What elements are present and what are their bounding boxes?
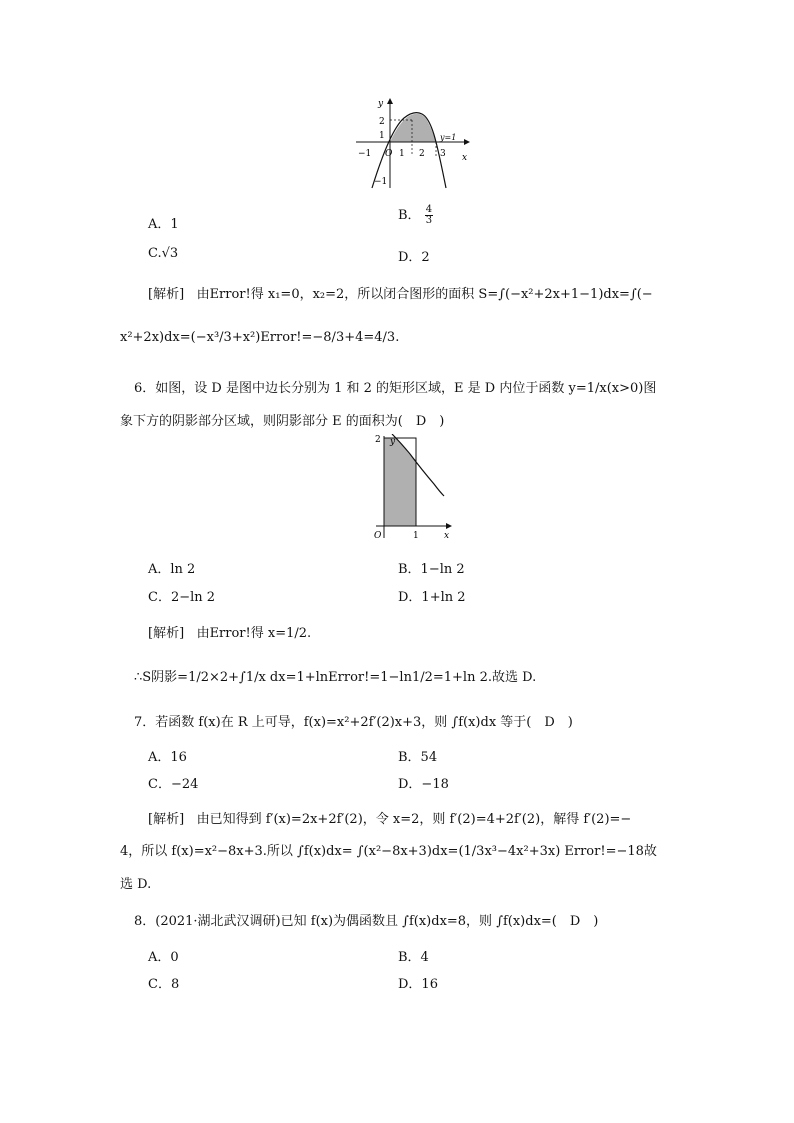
y-axis-label-2: y [390,437,396,447]
q6-option-a: A．ln 2 [148,562,196,577]
q5-solution-text1: 由Error!得 x₁=0，x₂=2，所以闭合图形的面积 S=∫(−x²+2x+1−1)dx=∫(− [196,287,653,302]
q5-option-d: D．2 [398,250,430,265]
hyperbola-figure [370,434,454,542]
q5-solution-line1 [148,283,653,302]
parabola-figure [352,96,472,192]
line-label: y=1 [440,133,457,142]
ytick-2-label: 2 [375,435,381,445]
ytick-1: 1 [379,131,385,141]
q5-option-c: C.√3 [148,246,179,261]
q7-solution-line1 [148,808,631,827]
xtick-neg1: −1 [358,149,372,159]
q7-solution-line2: 4，所以 f(x)=x²−8x+3.所以 ∫f(x)dx= ∫(x²−8x+3)dx=(1/3x³−4x²+3x) Error!=−18故 [120,844,657,859]
y-axis-label: y [378,99,384,109]
q6-jiexi-label: [解析] [148,626,185,641]
q5-option-a: A．1 [148,217,179,232]
x-axis-label: x [462,153,468,163]
q5-option-b [398,204,433,226]
q8-option-d: D．16 [398,977,438,992]
q8-option-a: A．0 [148,950,179,965]
q6-solution-text1: 由Error!得 x=1/2. [196,626,312,641]
q7-option-d: D．−18 [398,777,449,792]
xtick-2: 2 [419,149,425,159]
q5-jiexi-label: [解析] [148,287,185,302]
origin-label: O [385,149,393,159]
origin-label-2: O [374,531,382,541]
q8-option-c: C．8 [148,977,180,992]
q6-stem-line2: 象下方的阴影部分区域，则阴影部分 E 的面积为( D ) [120,414,445,429]
q7-option-b: B．54 [398,750,438,765]
q5-option-b-num: 4 [425,204,433,215]
xtick-3: 3 [440,149,446,159]
q7-solution-line3: 选 D. [120,877,152,892]
xtick-1: 1 [399,149,405,159]
q6-stem-line1: 6．如图，设 D 是图中边长分别为 1 和 2 的矩形区域，E 是 D 内位于函数 y=1/x(x>0)图 [134,381,657,396]
q5-option-b-den: 3 [425,215,433,226]
q6-solution-line2: ∴S阴影=1/2×2+∫1/x dx=1+lnError!=1−ln1/2=1+ln 2.故选 D. [134,670,537,685]
q6-option-c: C．2−ln 2 [148,590,216,605]
q8-stem: 8．(2021·湖北武汉调研)已知 f(x)为偶函数且 ∫f(x)dx=8，则 ∫f(x)dx=( D ) [134,914,599,929]
ytick-2: 2 [379,117,385,127]
q6-solution-line1 [148,622,311,641]
q7-option-a: A．16 [148,750,187,765]
q7-option-c: C．−24 [148,777,199,792]
q6-option-d: D．1+ln 2 [398,590,466,605]
q6-option-b: B．1−ln 2 [398,562,465,577]
q8-option-b: B．4 [398,950,429,965]
q7-solution-text1: 由已知得到 f′(x)=2x+2f′(2)，令 x=2，则 f′(2)=4+2f′(2)，解得 f′(2)=− [196,812,632,827]
xtick-1-label: 1 [413,531,419,541]
q5-option-b-fraction [425,205,433,226]
q5-solution-line2: x²+2x)dx=(−x³/3+x²)Error!=−8/3+4=4/3. [120,330,400,345]
q7-stem: 7．若函数 f(x)在 R 上可导，f(x)=x²+2f′(2)x+3，则 ∫f(x)dx 等于( D ) [134,715,573,730]
x-axis-label-2: x [444,531,450,541]
ytick-neg1: −1 [374,177,388,187]
q7-jiexi-label: [解析] [148,812,185,827]
q5-option-b-prefix: B． [398,208,421,223]
